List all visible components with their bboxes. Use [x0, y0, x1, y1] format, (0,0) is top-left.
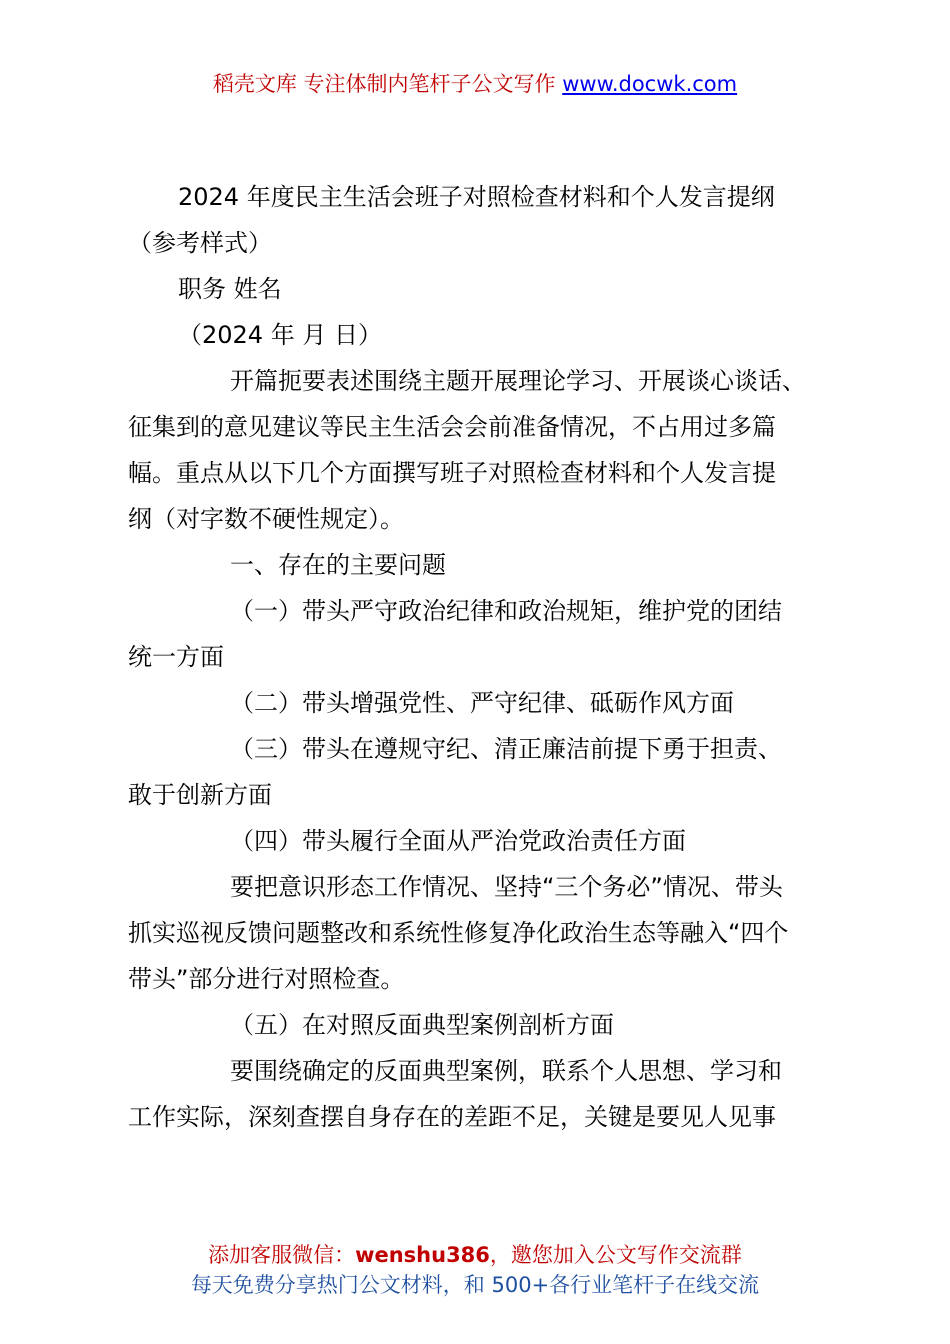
subsection-heading: （四）带头履行全面从严治党政治责任方面: [230, 827, 686, 855]
document-body: [128, 174, 838, 1140]
subsection-heading: （三）带头在遵规守纪、清正廉洁前提下勇于担责、: [230, 735, 782, 763]
subsection-heading: （一）带头严守政治纪律和政治规矩，维护党的团结: [230, 597, 782, 625]
paragraph-line: 要把意识形态工作情况、坚持“三个务必”情况、带头: [230, 873, 783, 901]
section-heading: 一、存在的主要问题: [230, 551, 446, 579]
watermark-header: [0, 68, 950, 100]
doc-title: 2024 年度民主生活会班子对照检查材料和个人发言提纲: [178, 183, 775, 211]
date-line: （2024 年 月 日）: [178, 321, 382, 349]
paragraph-line: 征集到的意见建议等民主生活会会前准备情况，不占用过多篇: [128, 413, 776, 441]
paragraph-line: 要围绕确定的反面典型案例，联系个人思想、学习和: [230, 1057, 782, 1085]
subsection-heading: （二）带头增强党性、严守纪律、砥砺作风方面: [230, 689, 734, 717]
promo-footer: [0, 1240, 950, 1300]
paragraph-line: 带头”部分进行对照检查。: [128, 965, 405, 993]
paragraph-line: 抓实巡视反馈问题整改和系统性修复净化政治生态等融入“四个: [128, 919, 789, 947]
header-text: 稻壳文库 专注体制内笔杆子公文写作: [212, 72, 563, 96]
paragraph-line: 开篇扼要表述围绕主题开展理论学习、开展谈心谈话、: [230, 367, 806, 395]
position-name-line: 职务 姓名: [178, 275, 282, 303]
footer-suffix: ，邀您加入公文写作交流群: [489, 1243, 742, 1267]
wechat-id: wenshu386: [355, 1243, 490, 1267]
footer-line-1: [0, 1240, 950, 1270]
paragraph-line: 工作实际，深刻查摆自身存在的差距不足，关键是要见人见事: [128, 1103, 776, 1131]
footer-prefix: 添加客服微信：: [208, 1243, 356, 1267]
subsection-heading: （五）在对照反面典型案例剖析方面: [230, 1011, 614, 1039]
paragraph-line: 纲（对字数不硬性规定）。: [128, 505, 404, 533]
footer-line-2: 每天免费分享热门公文材料，和 500+各行业笔杆子在线交流: [190, 1273, 760, 1297]
header-link[interactable]: www.docwk.com: [562, 72, 738, 96]
paragraph-line: 幅。重点从以下几个方面撰写班子对照检查材料和个人发言提: [128, 459, 776, 487]
subsection-heading-cont: 统一方面: [128, 643, 224, 671]
doc-subtitle: （参考样式）: [128, 229, 272, 257]
subsection-heading-cont: 敢于创新方面: [128, 781, 272, 809]
